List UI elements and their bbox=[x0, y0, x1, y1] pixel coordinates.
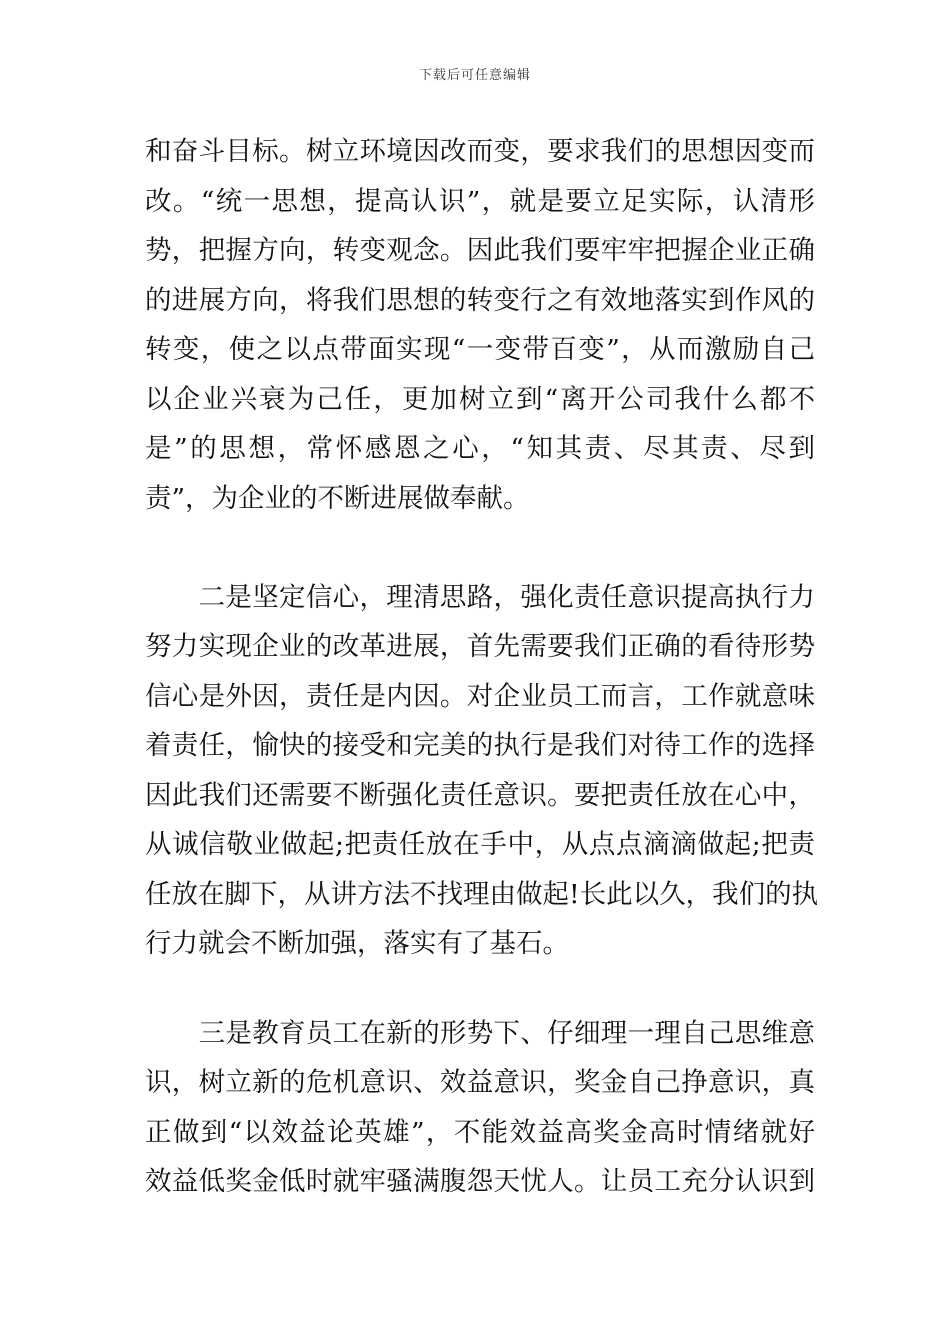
text-line: 因此我们还需要不断强化责任意识。要把责任放在心中， bbox=[145, 779, 815, 811]
text-line: 信心是外因，责任是内因。对企业员工而言，工作就意味 bbox=[145, 680, 815, 712]
document-body bbox=[145, 127, 819, 1256]
paragraph-3 bbox=[145, 1009, 815, 1207]
text-line: 二是坚定信心，理清思路，强化责任意识提高执行力 bbox=[145, 581, 815, 613]
text-line: 是”的思想，常怀感恩之心，“知其责、尽其责、尽到 bbox=[145, 433, 815, 464]
text-line: 行力就会不断加强，落实有了基石。 bbox=[145, 928, 569, 959]
text-line: 努力实现企业的改革进展，首先需要我们正确的看待形势 bbox=[145, 631, 815, 662]
text-line: 的进展方向，将我们思想的转变行之有效地落实到作风的 bbox=[145, 284, 815, 316]
text-line: 转变，使之以点带面实现“一变带百变”，从而激励自己 bbox=[145, 334, 815, 365]
text-line: 责”，为企业的不断进展做奉献。 bbox=[145, 482, 530, 514]
text-line: 三是教育员工在新的形势下、仔细理一理自己思维意 bbox=[145, 1017, 815, 1049]
text-line: 任放在脚下，从讲方法不找理由做起!长此以久，我们的执 bbox=[145, 878, 819, 910]
paragraph-1 bbox=[145, 127, 815, 523]
text-line: 着责任，愉快的接受和完美的执行是我们对待工作的选择 bbox=[145, 730, 815, 761]
page-header: 下载后可任意编辑 bbox=[418, 68, 531, 83]
text-line: 识，树立新的危机意识、效益意识，奖金自己挣意识，真 bbox=[145, 1067, 815, 1098]
text-line: 势，把握方向，转变观念。因此我们要牢牢把握企业正确 bbox=[145, 235, 815, 266]
paragraph-2 bbox=[145, 573, 819, 969]
text-line: 改。“统一思想，提高认识”，就是要立足实际，认清形 bbox=[145, 185, 815, 217]
text-line: 以企业兴衰为己任，更加树立到“离开公司我什么都不 bbox=[145, 383, 815, 415]
text-line: 从诚信敬业做起;把责任放在手中，从点点滴滴做起;把责 bbox=[145, 829, 815, 860]
text-line: 和奋斗目标。树立环境因改而变，要求我们的思想因变而 bbox=[145, 136, 815, 167]
text-line: 效益低奖金低时就牢骚满腹怨天忧人。让员工充分认识到 bbox=[145, 1166, 815, 1197]
text-line: 正做到“以效益论英雄”，不能效益高奖金高时情绪就好 bbox=[145, 1116, 815, 1148]
